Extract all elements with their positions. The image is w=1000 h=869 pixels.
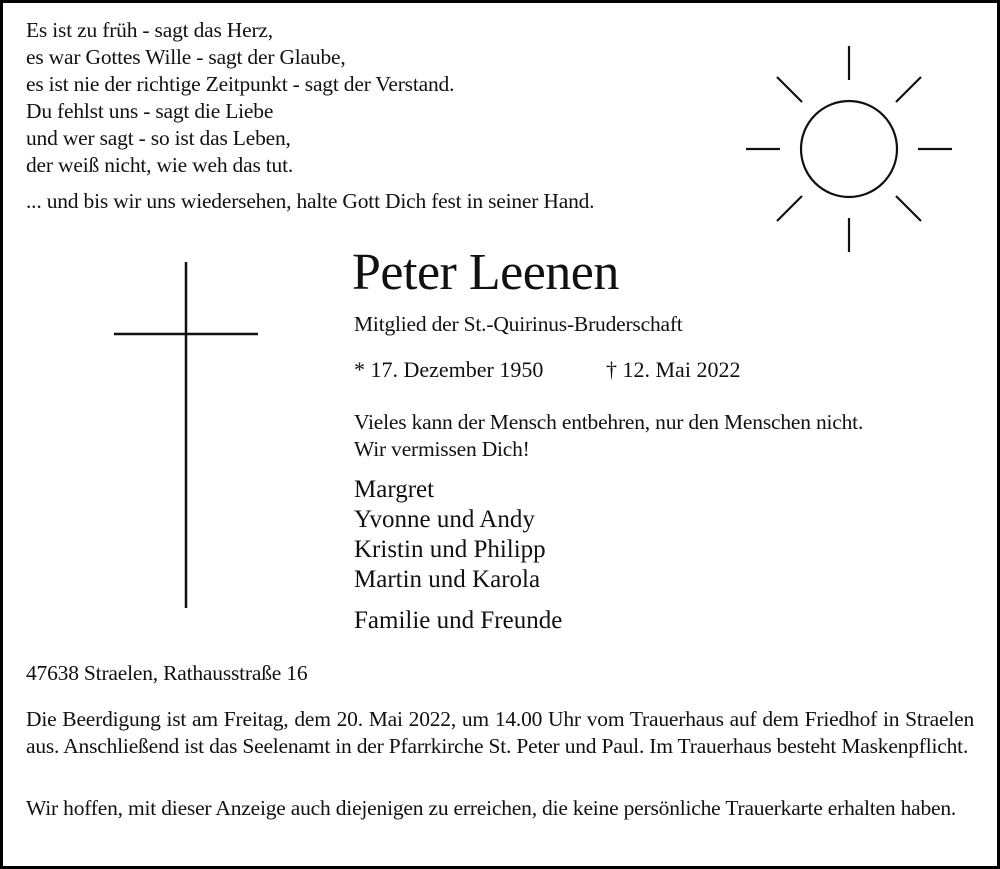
cross-icon xyxy=(110,262,262,610)
mourner: Kristin und Philipp xyxy=(354,536,546,563)
mourners-list xyxy=(354,475,546,595)
poem xyxy=(26,17,454,179)
poem-closing: ... und bis wir uns wiedersehen, halte Gott Dich fest in seiner Hand. xyxy=(26,189,595,213)
quote xyxy=(354,409,863,463)
address: 47638 Straelen, Rathausstraße 16 xyxy=(26,661,308,685)
sun-icon xyxy=(740,40,958,258)
membership: Mitglied der St.-Quirinus-Bruderschaft xyxy=(354,312,683,336)
poem-line: Es ist zu früh - sagt das Herz, xyxy=(26,18,273,42)
poem-line: und wer sagt - so ist das Leben, xyxy=(26,126,291,150)
mourner: Margret xyxy=(354,476,435,503)
mourner: Yvonne und Andy xyxy=(354,506,535,533)
funeral-info: Die Beerdigung ist am Freitag, dem 20. Mai 2022, um 14.00 Uhr vom Trauerhaus auf dem Friedhof in Straelen aus. Anschließend ist das Seelenamt in der Pfarrkirche St. Peter und Paul. Im Trauerhaus besteht Maskenpflicht. xyxy=(26,707,974,758)
quote-line: Wir vermissen Dich! xyxy=(354,437,530,461)
quote-line: Vieles kann der Mensch entbehren, nur den Menschen nicht. xyxy=(354,410,864,434)
death-date: † 12. Mai 2022 xyxy=(606,357,741,382)
poem-line: Du fehlst uns - sagt die Liebe xyxy=(26,99,274,123)
closing-note: Wir hoffen, mit dieser Anzeige auch diejenigen zu erreichen, die keine persönliche Trauerkarte erhalten haben. xyxy=(26,796,957,820)
deceased-name: Peter Leenen xyxy=(352,244,619,301)
poem-line: der weiß nicht, wie weh das tut. xyxy=(26,153,294,177)
mourner: Martin und Karola xyxy=(354,566,541,593)
poem-line: es war Gottes Wille - sagt der Glaube, xyxy=(26,45,346,69)
poem-line: es ist nie der richtige Zeitpunkt - sagt der Verstand. xyxy=(26,72,455,96)
birth-date: * 17. Dezember 1950 xyxy=(354,357,544,382)
family-and-friends: Familie und Freunde xyxy=(354,607,563,634)
